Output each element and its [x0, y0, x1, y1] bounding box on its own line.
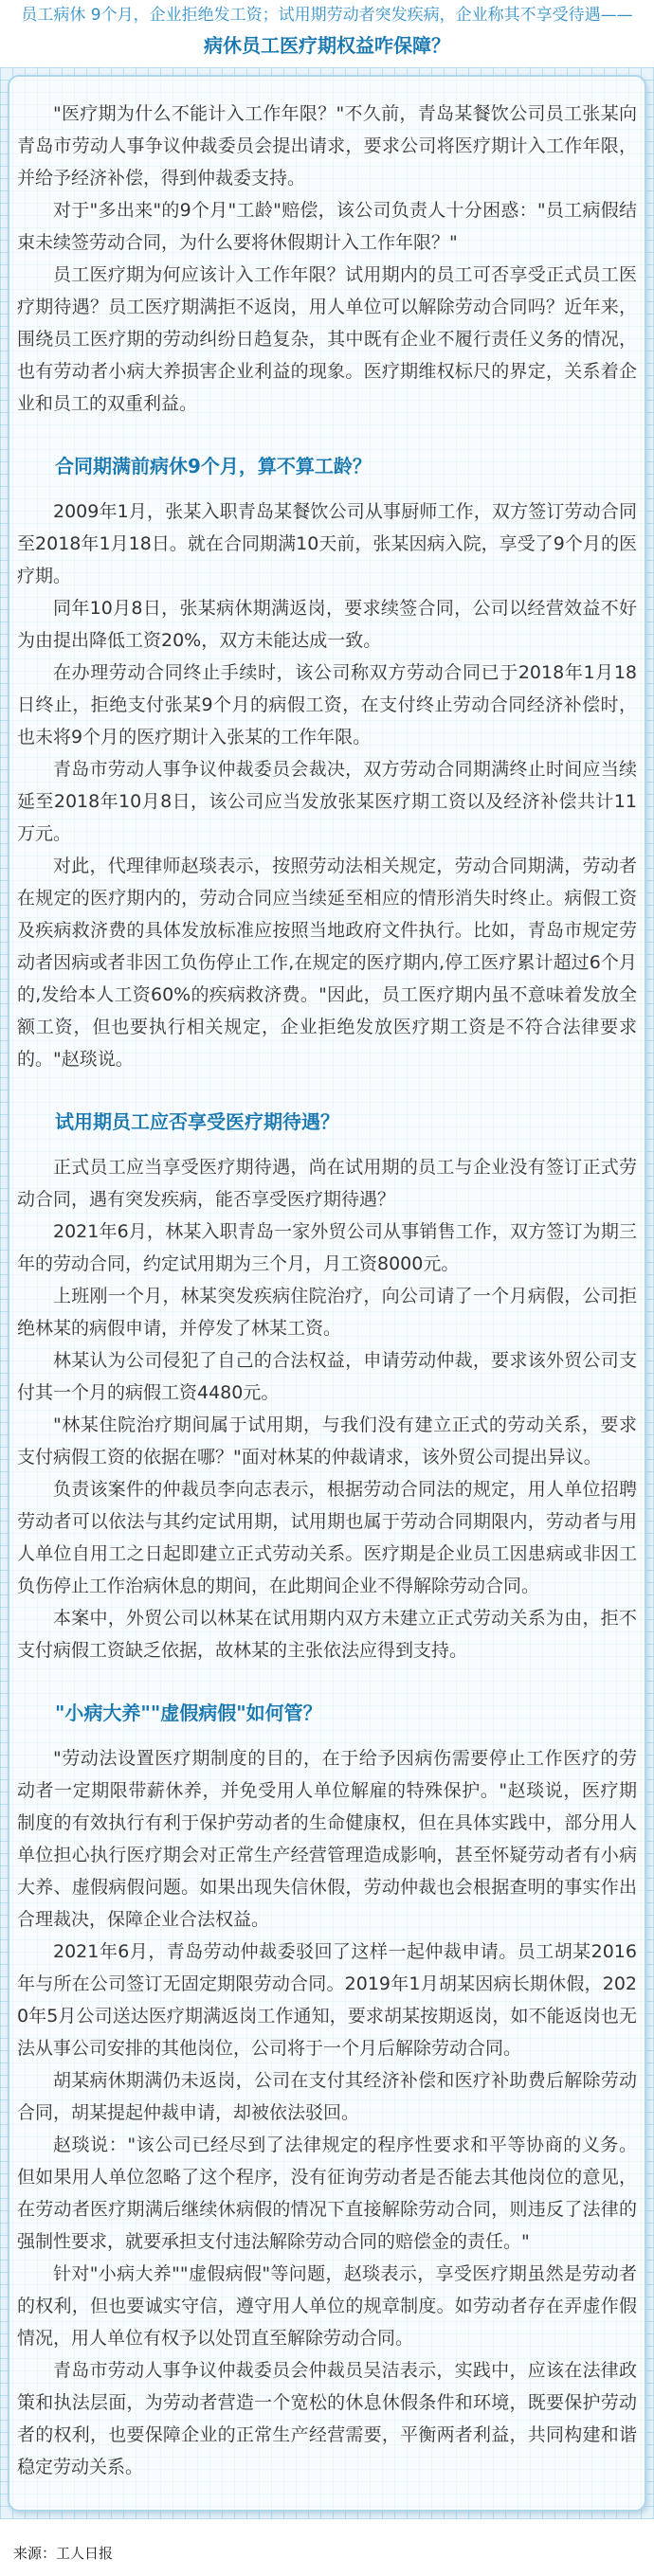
- article-paragraph: "医疗期为什么不能计入工作年限？"不久前，青岛某餐饮公司员工张某向青岛市劳动人事争议仲裁委员会提出请求，要求公司将医疗期计入工作年限，并给予经济补偿，得到仲裁委支持。: [17, 103, 637, 189]
- article-body: [17, 98, 637, 2483]
- article-card: [8, 75, 646, 2512]
- article-paragraph: "劳动法设置医疗期制度的目的，在于给予因病伤需要停止工作医疗的劳动者一定期限带薪休养，并免受用人单位解雇的特殊保护。"赵琰说，医疗期制度的有效执行有利于保护劳动者的生命健康权，但在具体实践中，部分用人单位担心执行医疗期会对正常生产经营管理造成影响，甚至怀疑劳动者有小病大养、虚假病假问题。如果出现失信休假，劳动仲裁也会根据查明的事实作出合理裁决，保障企业合法权益。: [17, 1748, 637, 1930]
- article-paragraph: 针对"小病大养""虚假病假"等问题，赵琰表示，享受医疗期虽然是劳动者的权利，但也要诚实守信，遵守用人单位的规章制度。如劳动者存在弄虚作假情况，用人单位有权予以处罚直至解除劳动合同。: [17, 2263, 637, 2349]
- article-paragraph: 赵琰说："该公司已经尽到了法律规定的程序性要求和平等协商的义务。但如果用人单位忽略了这个程序，没有征询劳动者是否能去其他岗位的意见，在劳动者医疗期满后继续休病假的情况下直接解除劳动合同，则违反了法律的强制性要求，就要承担支付违法解除劳动合同的赔偿金的责任。": [17, 2135, 637, 2252]
- article-paragraph: 负责该案件的仲裁员李向志表示，根据劳动合同法的规定，用人单位招聘劳动者可以依法与其约定试用期，试用期也属于劳动合同期限内，劳动者与用人单位自用工之日起即建立正式劳动关系。医疗期是企业员工因患病或非因工负伤停止工作治病休息的期间，在此期间企业不得解除劳动合同。: [17, 1479, 637, 1596]
- article-paragraph: 在办理劳动合同终止手续时，该公司称双方劳动合同已于2018年1月18日终止，拒绝支付张某9个月的病假工资，在支付终止劳动合同经济补偿时，也未将9个月的医疗期计入张某的工作年限。: [17, 662, 637, 748]
- section-heading: 试用期员工应否享受医疗期待遇？: [55, 1110, 339, 1133]
- section-heading: "小病大养""虚假病假"如何管？: [55, 1702, 322, 1724]
- page-title: 病休员工医疗期权益咋保障？: [204, 34, 450, 57]
- article-paragraph: 胡某病休期满仍未返岗，公司在支付其经济补偿和医疗补助费后解除劳动合同，胡某提起仲裁申请，却被依法驳回。: [17, 2070, 637, 2123]
- article-paragraph: 林某认为公司侵犯了自己的合法权益，申请劳动仲裁，要求该外贸公司支付其一个月的病假工资4480元。: [17, 1350, 637, 1403]
- article-paragraph: 上班刚一个月，林某突发疾病住院治疗，向公司请了一个月病假，公司拒绝林某的病假申请，并停发了林某工资。: [17, 1286, 637, 1339]
- article-paragraph: 对于"多出来"的9个月"工龄"赔偿，该公司负责人十分困惑："员工病假结束未续签劳动合同，为什么要将休假期计入工作年限？": [17, 200, 637, 253]
- grid-background: [0, 67, 654, 2519]
- article-paragraph: 正式员工应当享受医疗期待遇，尚在试用期的员工与企业没有签订正式劳动合同，遇有突发疾病，能否享受医疗期待遇？: [17, 1157, 637, 1210]
- article-paragraph: 同年10月8日，张某病休期满返岗，要求续签合同，公司以经营效益不好为由提出降低工资20%，双方未能达成一致。: [17, 598, 637, 651]
- article-paragraph: 青岛市劳动人事争议仲裁委员会仲裁员吴洁表示，实践中，应该在法律政策和执法层面，为劳动者营造一个宽松的休息休假条件和环境，既要保护劳动者的权利，也要保障企业的正常生产经营需要，平衡两者利益，共同构建和谐稳定劳动关系。: [17, 2360, 637, 2477]
- article-paragraph: "林某住院治疗期间属于试用期，与我们没有建立正式的劳动关系，要求支付病假工资的依据在哪？"面对林某的仲裁请求，该外贸公司提出异议。: [17, 1414, 637, 1468]
- article-paragraph: 2009年1月，张某入职青岛某餐饮公司从事厨师工作，双方签订劳动合同至2018年1月18日。就在合同期满10天前，张某因病入院，享受了9个月的医疗期。: [17, 501, 637, 586]
- article-paragraph: 对此，代理律师赵琰表示，按照劳动法相关规定，劳动合同期满，劳动者在规定的医疗期内的，劳动合同应当续延至相应的情形消失时终止。病假工资及疾病救济费的具体发放标准应按照当地政府文件执行。比如，青岛市规定劳动者因病或者非因工负伤停止工作,在规定的医疗期内,停工医疗累计超过6个月的,发给本人工资60%的疾病救济费。"因此，员工医疗期内虽不意味着发放全额工资，但也要执行相关规定，企业拒绝发放医疗期工资是不符合法律要求的。"赵琰说。: [17, 856, 637, 1070]
- source-line: 来源：工人日报: [13, 2545, 114, 2562]
- article-paragraph: 员工医疗期为何应该计入工作年限？试用期内的员工可否享受正式员工医疗期待遇？员工医疗期满拒不返岗，用人单位可以解除劳动合同吗？近年来，围绕员工医疗期的劳动纠纷日趋复杂，其中既有企业不履行责任义务的情况，也有劳动者小病大养损害企业利益的现象。医疗期维权标尺的界定，关系着企业和员工的双重利益。: [17, 264, 637, 414]
- article-kicker: 员工病休 9个月，企业拒绝发工资；试用期劳动者突发疾病，企业称其不享受待遇——: [21, 6, 633, 25]
- article-paragraph: 2021年6月，青岛劳动仲裁委驳回了这样一起仲裁申请。员工胡某2016年与所在公司签订无固定期限劳动合同。2019年1月胡某因病长期休假，2020年5月公司送达医疗期满返岗工作通知，要求胡某按期返岗，如不能返岗也无法从事公司安排的其他岗位，公司将于一个月后解除劳动合同。: [17, 1941, 637, 2059]
- article-paragraph: 本案中，外贸公司以林某在试用期内双方未建立正式劳动关系为由，拒不支付病假工资缺乏依据，故林某的主张依法应得到支持。: [17, 1608, 637, 1661]
- article-paragraph: 青岛市劳动人事争议仲裁委员会裁决，双方劳动合同期满终止时间应当续延至2018年10月8日，该公司应当发放张某医疗期工资以及经济补偿共计11万元。: [17, 759, 637, 844]
- section-heading: 合同期满前病休9个月，算不算工龄？: [55, 455, 372, 477]
- article-paragraph: 2021年6月，林某入职青岛一家外贸公司从事销售工作，双方签订为期三年的劳动合同，约定试用期为三个月，月工资8000元。: [17, 1221, 637, 1274]
